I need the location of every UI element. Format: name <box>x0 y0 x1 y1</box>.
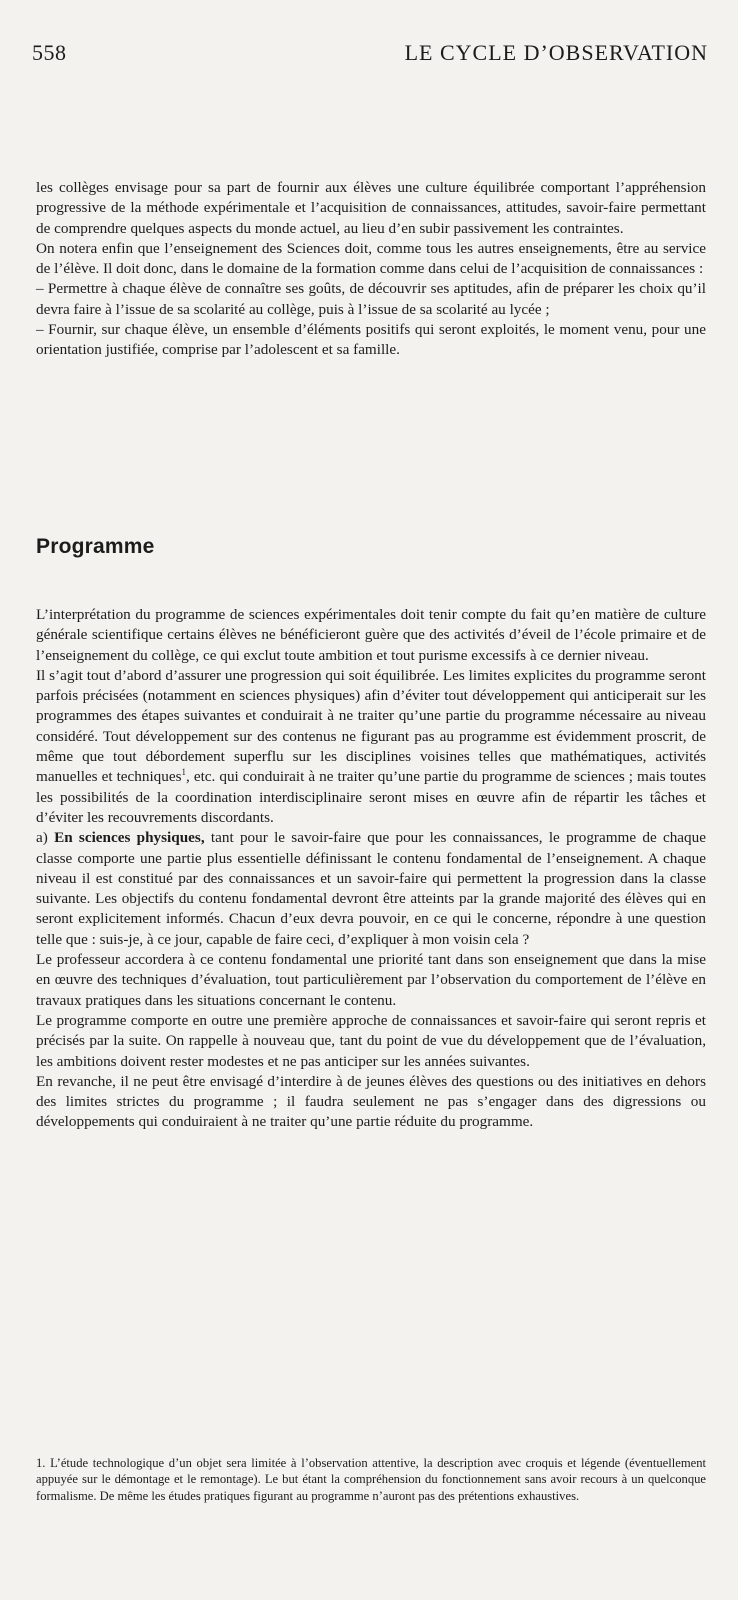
intro-list-item-1: – Permettre à chaque élève de connaître ses goûts, de découvrir ses aptitudes, afin de préparer les choix qu’il devra faire à l’issue de sa scolarité au collège, puis à l’issue de sa scolarité au lycée ; <box>36 280 706 318</box>
programme-paragraph-1: L’interprétation du programme de sciences expérimentales doit tenir compte du fait qu’en matière de culture générale scientifique certains élèves ne bénéficieront guère que des activités d’éveil de l’école primaire et de l’enseignement du collège, ce qui exclut toute ambition et tout purisme excessifs à ce dernier niveau. <box>36 606 706 664</box>
list-marker: a) <box>36 829 55 847</box>
programme-paragraph-2-continuation: , etc. qui conduirait à ne traiter qu’une partie du programme de sciences ; mais toutes les possibilités de la coordination interdisciplinaire seront mises en œuvre afin de répartir les tâches et d’éviter les recouvrements discordants. <box>36 768 706 826</box>
section-heading: Programme <box>36 535 155 558</box>
footnote-reference[interactable]: 1 <box>181 767 187 778</box>
programme-paragraph-4: Le professeur accordera à ce contenu fondamental une priorité tant dans son enseignement que dans la mise en œuvre des techniques d’évaluation, tout particulièrement par l’observation du comportement de l’élève en travaux pratiques dans les situations concernant le contenu. <box>36 951 706 1009</box>
intro-paragraph-1: les collèges envisage pour sa part de fournir aux élèves une culture équilibrée comportant l’appréhension progressive de la méthode expérimentale et l’acquisition de connaissances, attitudes, savoir-faire permettant de comprendre quelques aspects du monde actuel, au lieu d’en subir passivement les contraintes. <box>36 179 706 237</box>
footnote-text: 1. L’étude technologique d’un objet sera limitée à l’observation attentive, la description avec croquis et légende (éventuellement appuyée sur le démontage et le remontage). Le but étant la compréhension du fonctionnement sans avoir recours à un quelconque formalisme. De même les études pratiques figurant au programme n’auront pas des prétentions exhaustives. <box>36 1456 706 1503</box>
programme-paragraph-3 <box>36 828 706 950</box>
programme-text <box>36 605 706 1133</box>
intro-text <box>36 178 706 361</box>
footnote <box>36 1455 706 1504</box>
chapter-title: LE CYCLE D’OBSERVATION <box>404 40 708 65</box>
programme-paragraph-3-text: tant pour le savoir-faire que pour les connaissances, le programme de chaque classe comporte une partie plus essentielle définissant le contenu fondamental de l’enseignement. A chaque niveau il est constitué par des connaissances et un savoir-faire qui permettent la progression dans la classe suivante. Les objectifs du contenu fondamental devront être atteints par la grande majorité des élèves qui en seront explicitement informés. Chacun d’eux devra pouvoir, en ce qui le concerne, répondre à une question telle que : suis-je, à ce jour, capable de faire ceci, d’expliquer à mon voisin cela ? <box>36 829 706 948</box>
page-number: 558 <box>32 40 67 65</box>
bold-lead-sciences-physiques: En sciences physiques, <box>54 829 205 847</box>
programme-paragraph-2-text: Il s’agit tout d’abord d’assurer une progression qui soit équilibrée. Les limites explicites du programme seront parfois précisées (notamment en sciences physiques) afin d’éviter tout développement qui anticiperait sur les programmes des étapes suivantes et conduirait à ne traiter qu’une partie du programme nécessaire au niveau considéré. Tout développement sur des contenus ne figurant pas au programme est évidemment proscrit, de même que tout débordement superflu sur les disciplines voisines telles que mathématiques, activités manuelles et techniques <box>36 666 706 786</box>
intro-paragraph-2: On notera enfin que l’enseignement des Sciences doit, comme tous les autres enseignements, être au service de l’élève. Il doit donc, dans le domaine de la formation comme dans celui de l’acquisition de connaissances : <box>36 239 706 278</box>
running-header <box>32 38 708 68</box>
programme-paragraph-2 <box>36 666 706 828</box>
programme-paragraph-5: Le programme comporte en outre une première approche de connaissances et savoir-faire qui seront repris et précisés par la suite. On rappelle à nouveau que, tant du point de vue du développement que de l’évaluation, les ambitions doivent rester modestes et ne pas anticiper sur les années suivantes. <box>36 1011 706 1070</box>
programme-paragraph-6: En revanche, il ne peut être envisagé d’interdire à de jeunes élèves des questions ou des initiatives en dehors des limites strictes du programme ; il faudra seulement ne pas s’engager dans des digressions ou développements qui conduiraient à ne traiter qu’une partie réduite du programme. <box>36 1072 706 1131</box>
intro-list-item-2: – Fournir, sur chaque élève, un ensemble d’éléments positifs qui seront exploités, le moment venu, pour une orientation justifiée, comprise par l’adolescent et sa famille. <box>36 321 706 359</box>
